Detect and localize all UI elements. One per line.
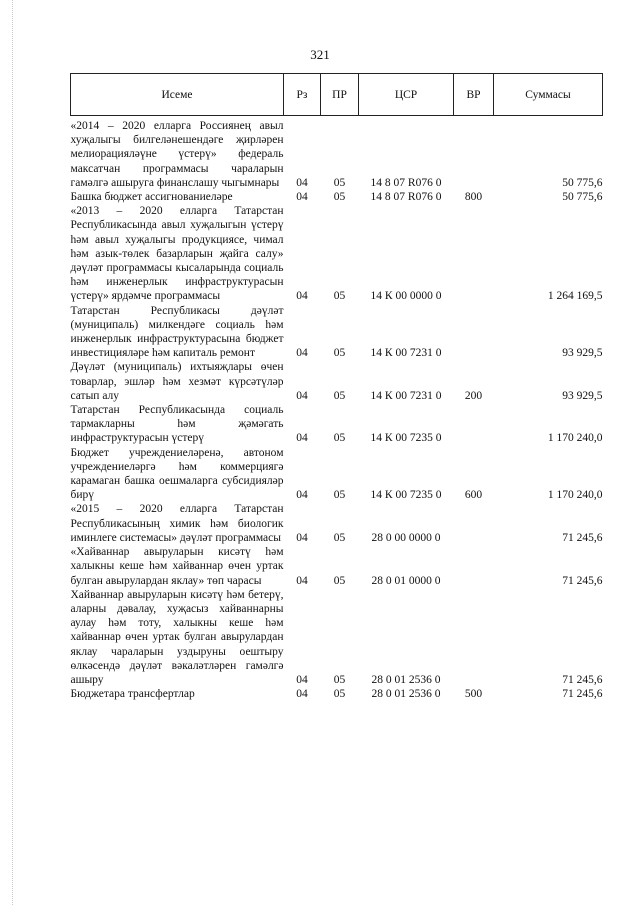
row-name: Дәүләт (муниципаль) ихтыяҗлары өчен товарлар, эшләр һәм хезмәт күрсәтүләр сатып алу	[70, 361, 284, 402]
row-rz: 04	[296, 347, 308, 360]
header-sum: Суммасы	[494, 74, 603, 116]
header-name: Исеме	[71, 74, 284, 116]
row-csr: 14 8 07 R076 0	[370, 176, 442, 189]
table-row	[71, 190, 603, 204]
row-sum: 93 929,5	[562, 389, 603, 402]
row-pr: 05	[333, 290, 346, 303]
row-sum: 1 170 240,0	[547, 432, 603, 445]
row-csr: 14 К 00 7235 0	[370, 432, 442, 445]
row-pr: 05	[333, 432, 346, 445]
row-csr: 28 0 01 2536 0	[371, 688, 441, 701]
budget-table	[70, 73, 603, 701]
row-sum: 93 929,5	[562, 347, 603, 360]
table-row	[71, 116, 603, 191]
row-rz: 04	[296, 432, 308, 445]
row-name: «Хайваннар авыруларын кисәтү һәм халыкны кеше һәм хайваннар өчен уртак булган авырулардан яклау» төп чарасы	[70, 546, 284, 587]
row-name: «2013 – 2020 елларга Татарстан Республикасында авыл хуҗалыгын үстерү һәм авыл хуҗалыгы продукциясе, чимал һәм азык-төлек базарларын җайга салу» дәүләт программасы кысаларында социаль һәм инженерлык инфраструктурасын үстерү» ярдәмче программасы	[70, 205, 284, 303]
scan-edge-dots	[12, 0, 14, 905]
row-csr: 28 0 01 0000 0	[371, 574, 441, 587]
row-pr: 05	[333, 191, 346, 204]
row-csr: 14 8 07 R076 0	[370, 191, 442, 204]
row-sum: 50 775,6	[562, 191, 603, 204]
row-rz: 04	[296, 673, 308, 686]
row-vr	[454, 502, 494, 545]
row-csr: 14 К 00 7235 0	[370, 489, 442, 502]
row-vr	[454, 304, 494, 361]
table-header-row	[71, 74, 603, 116]
row-vr	[454, 545, 494, 588]
header-pr: ПР	[321, 74, 359, 116]
row-rz: 04	[296, 191, 308, 204]
row-sum: 71 245,6	[562, 673, 603, 686]
table-row	[71, 545, 603, 588]
row-name: Татарстан Республикасында социаль тармакларны һәм җәмәгать инфраструктурасын үстерү	[70, 404, 284, 445]
row-vr	[454, 204, 494, 303]
table-row	[71, 360, 603, 403]
row-csr: 28 0 00 0000 0	[371, 531, 441, 544]
row-pr: 05	[333, 574, 346, 587]
row-sum: 71 245,6	[562, 531, 603, 544]
row-vr	[454, 116, 494, 191]
row-name: Бюджет учреждениеләренә, автоном учреждениеләргә һәм коммерциягә карамаган башка оешмаларга субсидияләр бирү	[70, 446, 284, 502]
row-name: Татарстан Республикасы дәүләт (муниципаль) милкендәге социаль һәм инженерлык инфраструктурасына бюджет инвестицияләре һәм капиталь ремонт	[70, 304, 284, 360]
row-pr: 05	[333, 347, 346, 360]
row-pr: 05	[333, 531, 346, 544]
page-number: 321	[310, 47, 330, 62]
row-name: Башка бюджет ассигнованиеләре	[70, 191, 233, 204]
row-sum: 1 170 240,0	[547, 489, 603, 502]
row-rz: 04	[296, 574, 308, 587]
row-name: Бюджетара трансфертлар	[70, 688, 195, 701]
row-name: «2015 – 2020 елларга Татарстан Республикасының химик һәм биологик иминлеге системасы» дәүләт программасы	[70, 503, 284, 544]
row-pr: 05	[333, 389, 346, 402]
row-name: «2014 – 2020 елларга Россиянең авыл хуҗалыгы билгеләнешендәге җирләрен мелиорацияләүне үстерү» федераль максатчан программасы чараларын гамәлгә ашыруга финанслашу чыгымнары	[70, 120, 284, 189]
row-rz: 04	[296, 290, 308, 303]
row-csr: 14 К 00 7231 0	[370, 389, 442, 402]
header-vr: ВР	[454, 74, 494, 116]
table-row	[71, 687, 603, 701]
row-rz: 04	[296, 389, 308, 402]
row-vr	[454, 588, 494, 687]
row-sum: 71 245,6	[562, 688, 603, 701]
row-pr: 05	[333, 688, 346, 701]
table-row	[71, 304, 603, 361]
row-pr: 05	[333, 489, 346, 502]
row-vr: 500	[464, 688, 483, 701]
row-rz: 04	[296, 176, 308, 189]
row-pr: 05	[333, 176, 346, 189]
row-rz: 04	[296, 489, 308, 502]
row-vr: 600	[464, 489, 483, 502]
row-csr: 14 К 00 0000 0	[370, 290, 442, 303]
row-csr: 14 К 00 7231 0	[370, 347, 442, 360]
row-pr: 05	[333, 673, 346, 686]
row-vr: 200	[464, 389, 483, 402]
row-sum: 50 775,6	[562, 176, 603, 189]
header-csr: ЦСР	[359, 74, 454, 116]
row-name: Хайваннар авыруларын кисәтү һәм бетерү, аларны дәвалау, хуҗасыз хайваннарны аулау һәм тоту, халыкны кеше һәм хайваннар өчен уртак булган авырулардан яклау чараларын уздыруны оештыру өлкәсендә дәүләт вәкаләтләрен гамәлгә ашыру	[70, 588, 284, 686]
table-row	[71, 588, 603, 687]
row-sum: 71 245,6	[562, 574, 603, 587]
row-rz: 04	[296, 688, 308, 701]
row-sum: 1 264 169,5	[547, 290, 603, 303]
table-row	[71, 446, 603, 503]
row-rz: 04	[296, 531, 308, 544]
row-vr	[454, 403, 494, 446]
table-row	[71, 403, 603, 446]
row-csr: 28 0 01 2536 0	[371, 673, 441, 686]
table-row	[71, 204, 603, 303]
header-rz: Рз	[284, 74, 321, 116]
table-row	[71, 502, 603, 545]
row-vr: 800	[464, 191, 483, 204]
